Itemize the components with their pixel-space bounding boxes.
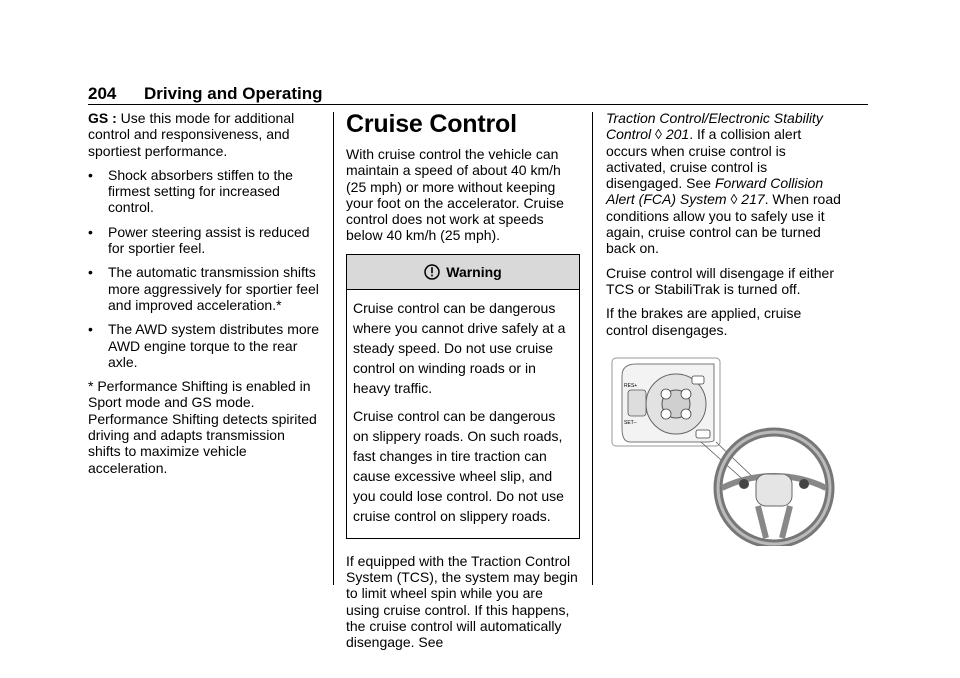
reference-text-end: . When road conditions allow you to safely use it again, cruise control can be turned back on.	[606, 191, 841, 257]
reference-paragraph	[606, 110, 842, 257]
bullet-text: The AWD system distributes more AWD engine torque to the rear axle.	[108, 321, 320, 370]
bullet-marker: •	[88, 321, 93, 338]
steering-wheel-illustration	[606, 356, 842, 546]
tcs-paragraph: If equipped with the Traction Control System (TCS), the system may begin to limit wheel spin while you are using cruise control. If this happens, the cruise control will automatically disengage. See	[346, 552, 578, 651]
warning-body	[347, 290, 579, 538]
reference-text: . If a collision alert occurs when cruise control is activated, cruise control is disengaged. See	[606, 126, 802, 192]
list-item	[88, 321, 320, 370]
column-1	[88, 110, 320, 484]
header-rule	[88, 104, 868, 105]
column-3	[606, 110, 842, 549]
page-ref-symbol: ◊	[730, 191, 738, 208]
res-label: RES+	[624, 382, 638, 389]
xref-forward-collision-alert[interactable]: Forward Collision Alert (FCA) System	[606, 175, 824, 208]
page-ref-symbol: ◊	[655, 126, 662, 143]
set-label: SET–	[624, 419, 637, 426]
warning-paragraph-1: Cruise control can be dangerous where you cannot drive safely at a steady speed. Do not use cruise control on winding roads or in heavy traffic.	[353, 299, 566, 396]
bullet-marker: •	[88, 264, 93, 281]
list-item	[88, 224, 320, 257]
warning-icon	[424, 264, 440, 280]
warning-box	[346, 254, 580, 539]
page-ref-number[interactable]: 217	[741, 191, 765, 208]
column-divider-2	[592, 112, 593, 585]
intro-paragraph: With cruise control the vehicle can maintain a speed of about 40 km/h (25 mph) or more without keeping your foot on the accelerator. Cruise control does not work at speeds below 40 km/h (25 mph).	[346, 146, 564, 244]
bullet-text: Power steering assist is reduced for sportier feel.	[108, 223, 310, 257]
bullet-text: Shock absorbers stiffen to the firmest setting for increased control.	[108, 166, 293, 216]
disengage-paragraph: Cruise control will disengage if either TCS or StabiliTrak is turned off.	[606, 264, 834, 297]
list-item	[88, 264, 320, 313]
footnote: * Performance Shifting is enabled in Sport mode and GS mode. Performance Shifting detects spirited driving and adapts transmission shifts to maximize vehicle acceleration.	[88, 378, 317, 476]
bullet-marker: •	[88, 223, 93, 240]
gs-text: Use this mode for additional control and responsiveness, and sportiest performance.	[88, 110, 295, 159]
bullet-text: The automatic transmission shifts more aggressively for sportier feel and improved acceleration.*	[108, 264, 319, 313]
gs-mode-paragraph	[88, 110, 320, 159]
column-divider-1	[333, 112, 334, 585]
page-ref-number[interactable]: 201	[665, 126, 690, 143]
page-section-title: Driving and Operating	[144, 84, 323, 103]
page-header	[88, 84, 868, 104]
page-number: 204	[88, 84, 117, 103]
warning-paragraph-2: Cruise control can be dangerous on slippery roads. On such roads, fast changes in tire traction can cause excessive wheel slip, and you could lose control. Do not use cruise control on slippery roads.	[353, 407, 564, 524]
column-2	[346, 110, 580, 659]
bullet-marker: •	[88, 166, 93, 183]
brakes-paragraph: If the brakes are applied, cruise control disengages.	[606, 305, 802, 338]
steering-wheel-figure	[606, 356, 842, 549]
warning-heading: Warning	[446, 263, 502, 280]
list-item	[88, 167, 320, 216]
warning-header	[347, 255, 579, 290]
section-title: Cruise Control	[346, 110, 517, 138]
gs-label: GS :	[88, 110, 117, 126]
xref-traction-control[interactable]: Traction Control/Electronic Stability Control	[606, 110, 823, 143]
